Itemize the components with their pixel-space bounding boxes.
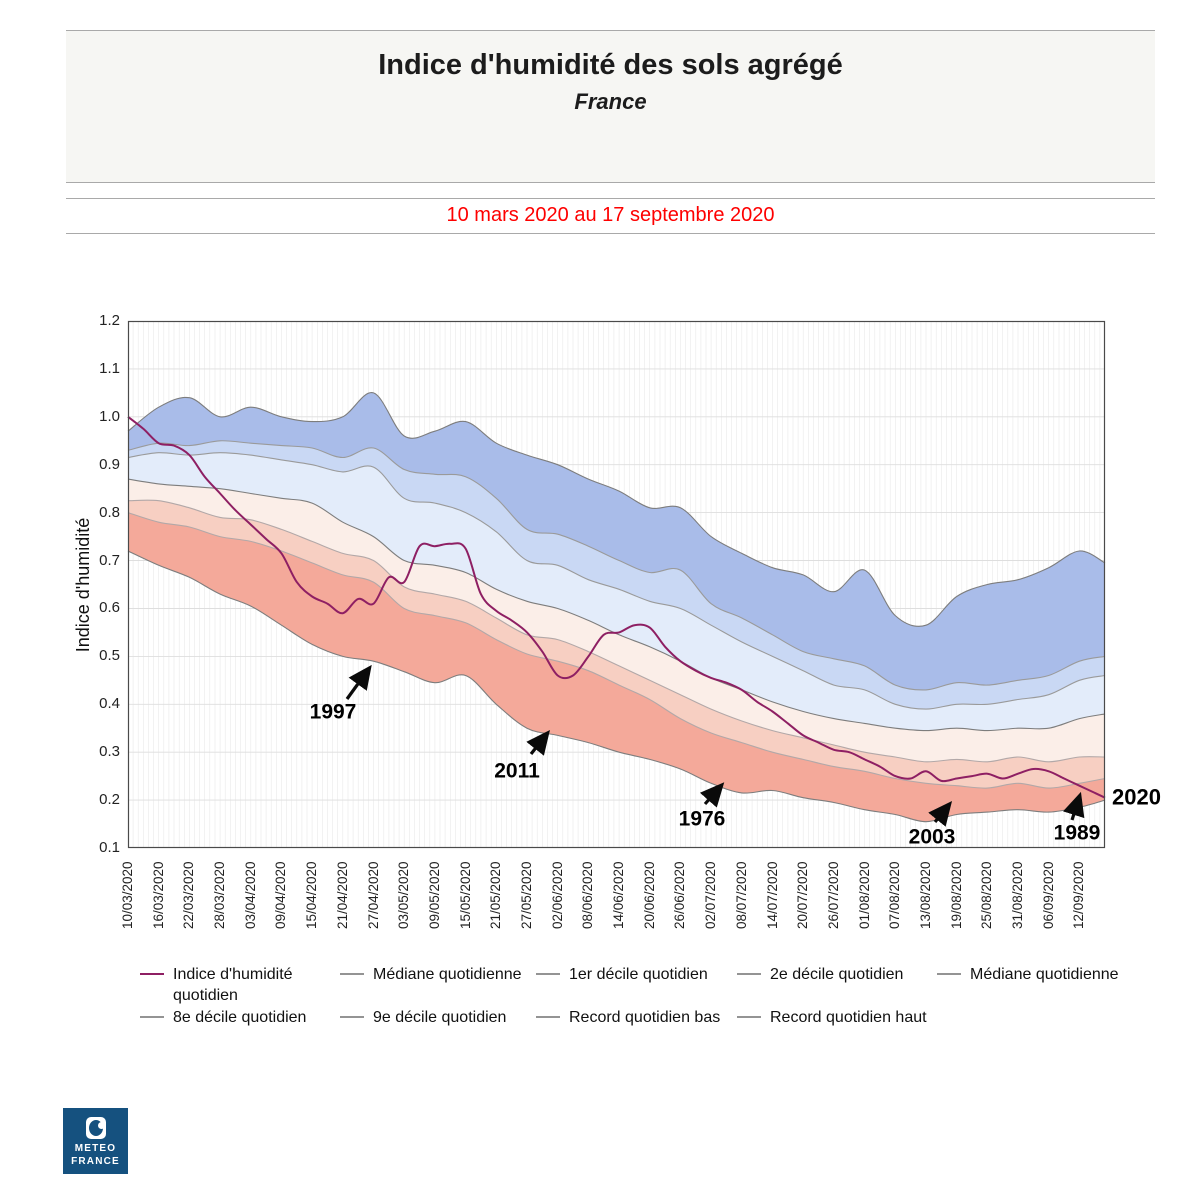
y-tick-label: 0.9	[99, 455, 120, 473]
annotation-label-1976: 1976	[678, 807, 726, 831]
legend-label: 9e décile quotidien	[373, 1009, 507, 1026]
legend-label: Indice d'humidité quotidien	[173, 966, 293, 1004]
y-tick-label: 1.1	[99, 359, 120, 377]
legend-item	[340, 1007, 532, 1028]
annotation-label-2003: 2003	[908, 825, 956, 849]
x-tick-label: 21/05/2020	[488, 861, 504, 929]
legend-item	[536, 964, 728, 985]
legend-line-swatch	[340, 1016, 364, 1018]
y-tick-label: 0.3	[99, 743, 120, 761]
legend-item	[340, 964, 532, 985]
x-tick-label: 26/06/2020	[672, 861, 688, 929]
legend-item	[140, 1007, 332, 1028]
x-tick-label: 26/07/2020	[825, 861, 841, 929]
x-tick-label: 20/06/2020	[641, 861, 657, 929]
x-tick-label: 06/09/2020	[1040, 861, 1056, 929]
annotation-label-1989: 1989	[1053, 821, 1101, 845]
soil-moisture-plot	[128, 321, 1161, 849]
x-tick-label: 31/08/2020	[1010, 861, 1026, 929]
logo-line1: METEO	[74, 1143, 117, 1154]
legend-label: 8e décile quotidien	[173, 1009, 307, 1026]
legend-item	[737, 1007, 929, 1028]
legend-item	[937, 964, 1129, 985]
annotation-arrow-1997	[347, 670, 368, 699]
legend-line-swatch	[536, 1016, 560, 1018]
y-tick-label: 0.6	[99, 599, 120, 617]
legend-item	[737, 964, 929, 985]
y-tick-label: 0.2	[99, 791, 120, 809]
x-tick-label: 21/04/2020	[334, 861, 350, 929]
legend-line-swatch	[340, 973, 364, 975]
x-tick-label: 27/05/2020	[518, 861, 534, 929]
legend-line-swatch	[937, 973, 961, 975]
x-tick-label: 19/08/2020	[948, 861, 964, 929]
x-tick-label: 16/03/2020	[150, 861, 166, 929]
meteo-france-logo	[63, 1108, 128, 1174]
annotation-label-2011: 2011	[494, 759, 540, 783]
legend-line-swatch	[737, 1016, 761, 1018]
y-tick-label: 0.8	[99, 503, 120, 521]
annotation-arrow-2011	[531, 735, 546, 754]
legend-line-swatch	[140, 1016, 164, 1018]
x-tick-label: 09/05/2020	[426, 861, 442, 929]
y-tick-label: 0.4	[99, 695, 120, 713]
logo-line2: FRANCE	[71, 1156, 120, 1167]
x-tick-label: 09/04/2020	[273, 861, 289, 929]
legend-label: 2e décile quotidien	[770, 966, 904, 983]
x-tick-label: 14/06/2020	[611, 861, 627, 929]
legend-line-swatch	[737, 973, 761, 975]
x-tick-label: 08/06/2020	[580, 861, 596, 929]
annotation-label-1997: 1997	[309, 700, 357, 724]
y-tick-label: 0.1	[99, 839, 120, 856]
x-tick-label: 15/05/2020	[457, 861, 473, 929]
x-tick-label: 22/03/2020	[181, 861, 197, 929]
legend-label: Médiane quotidienne	[373, 966, 522, 983]
x-tick-label: 25/08/2020	[979, 861, 995, 929]
percentile-bands	[128, 393, 1105, 822]
x-tick-label: 27/04/2020	[365, 861, 381, 929]
x-tick-label: 07/08/2020	[887, 861, 903, 929]
x-tick-label: 10/03/2020	[120, 861, 135, 929]
annotation-label-2020: 2020	[1112, 784, 1161, 810]
y-tick-label: 0.7	[99, 551, 120, 569]
date-range: 10 mars 2020 au 17 septembre 2020	[446, 204, 775, 226]
legend-label: Record quotidien haut	[770, 1009, 927, 1026]
x-tick-label: 02/06/2020	[549, 861, 565, 929]
legend-label: Médiane quotidienne	[970, 966, 1119, 983]
legend-line-swatch	[536, 973, 560, 975]
header-box	[66, 30, 1155, 183]
x-tick-label: 12/09/2020	[1071, 861, 1087, 929]
x-tick-label: 03/05/2020	[396, 861, 412, 929]
x-tick-label: 20/07/2020	[795, 861, 811, 929]
x-tick-label: 13/08/2020	[917, 861, 933, 929]
chart-subtitle: France	[574, 89, 647, 114]
legend-item	[140, 964, 332, 1006]
legend-label: Record quotidien bas	[569, 1009, 721, 1026]
y-tick-label: 1.0	[99, 407, 120, 425]
x-tick-label: 15/04/2020	[304, 861, 320, 929]
x-tick-label: 14/07/2020	[764, 861, 780, 929]
legend-line-swatch	[140, 973, 164, 975]
y-tick-label: 0.5	[99, 647, 120, 665]
x-tick-label: 28/03/2020	[212, 861, 228, 929]
annotation-arrow-1976	[705, 787, 720, 804]
legend-label: 1er décile quotidien	[569, 966, 708, 983]
page-title: Indice d'humidité des sols agrégé	[378, 49, 843, 81]
legend-item	[536, 1007, 728, 1028]
x-tick-label: 08/07/2020	[733, 861, 749, 929]
meteo-france-icon	[86, 1117, 106, 1139]
x-tick-label: 02/07/2020	[703, 861, 719, 929]
y-tick-label: 1.2	[99, 312, 120, 329]
date-range-box	[66, 198, 1155, 234]
x-tick-label: 01/08/2020	[856, 861, 872, 929]
x-tick-label: 03/04/2020	[242, 861, 258, 929]
y-axis-title: Indice d'humidité	[73, 517, 93, 653]
